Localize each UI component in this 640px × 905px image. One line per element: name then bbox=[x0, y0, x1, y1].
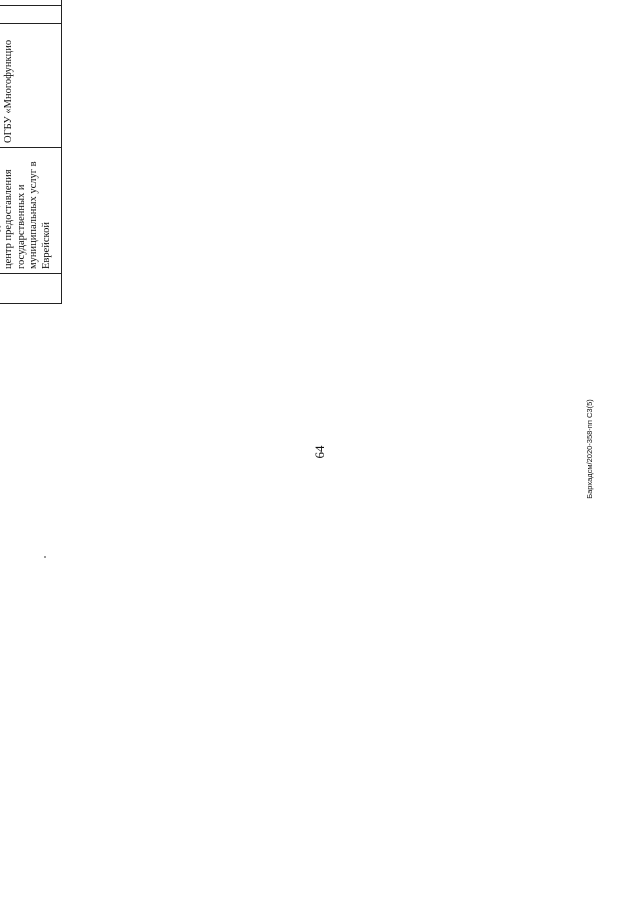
program-table bbox=[0, 0, 62, 304]
document-code: Бархадсм/2020-358-пп С3(5) bbox=[585, 399, 594, 499]
executor-cell: ОГБУ «Многофункцио bbox=[0, 24, 62, 148]
grbs-cell bbox=[0, 6, 62, 24]
row-number-cell bbox=[0, 274, 62, 304]
activity-name-cell: центр предоставления государственных и муниципальных услуг в Еврейской bbox=[0, 148, 62, 274]
rotated-table-frame bbox=[0, 0, 63, 304]
table-row bbox=[0, 0, 62, 304]
rzpr-cell bbox=[0, 0, 62, 6]
page-number: 64 bbox=[312, 445, 327, 459]
scan-speck bbox=[44, 556, 46, 558]
